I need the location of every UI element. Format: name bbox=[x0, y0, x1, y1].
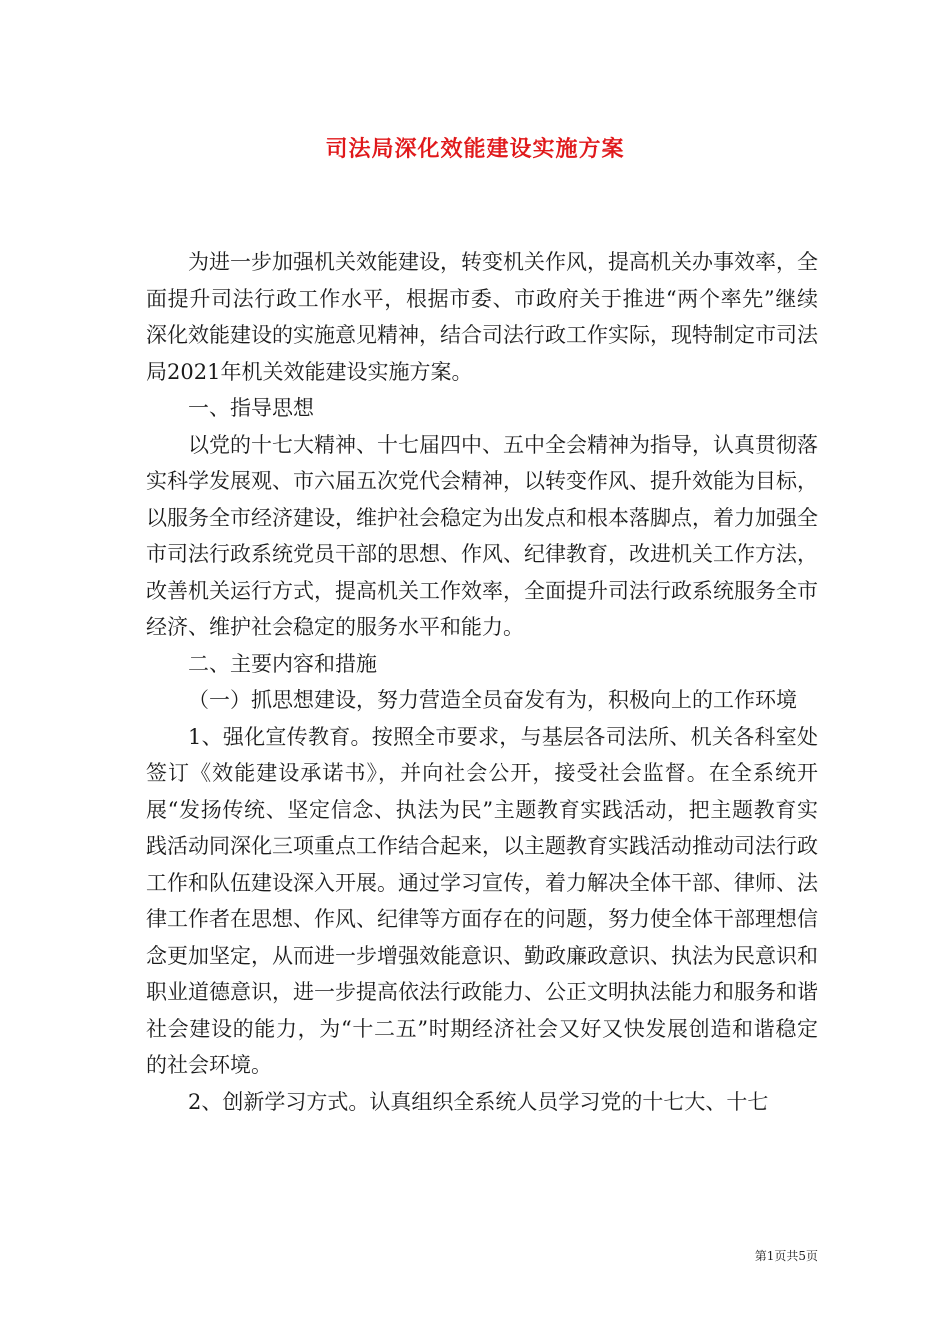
document-body bbox=[146, 244, 818, 1120]
section-heading-main-content: 二、主要内容和措施 bbox=[188, 651, 377, 676]
item-1-paragraph: 1、强化宣传教育。按照全市要求，与基层各司法所、机关各科室处签订《效能建设承诺书》，并向社会公开，接受社会监督。在全系统开展“发扬传统、坚定信念、执法为民”主题教育实践活动，把主题教育实践活动同深化三项重点工作结合起来，以主题教育实践活动推动司法行政工作和队伍建设深入开展。通过学习宣传，着力解决全体干部、律师、法律工作者在思想、作风、纪律等方面存在的问题，努力使全体干部理想信念更加坚定，从而进一步增强效能意识、勤政廉政意识、执法为民意识和职业道德意识，进一步提高依法行政能力、公正文明执法能力和服务和谐社会建设的能力，为“十二五”时期经济社会又好又快发展创造和谐稳定的社会环境。 bbox=[146, 724, 818, 1077]
subsection-heading-ideological-building: （一）抓思想建设，努力营造全员奋发有为，积极向上的工作环境 bbox=[188, 688, 797, 712]
item-2-paragraph: 2、创新学习方式。认真组织全系统人员学习党的十七大、十七 bbox=[188, 1089, 769, 1114]
document-title: 司法局深化效能建设实施方案 bbox=[325, 136, 625, 162]
guiding-ideology-paragraph: 以党的十七大精神、十七届四中、五中全会精神为指导，认真贯彻落实科学发展观、市六届五次党代会精神，以转变作风、提升效能为目标，以服务全市经济建设，维护社会稳定为出发点和根本落脚点，着力加强全市司法行政系统党员干部的思想、作风、纪律教育，改进机关工作方法，改善机关运行方式，提高机关工作效率，全面提升司法行政系统服务全市经济、维护社会稳定的服务水平和能力。 bbox=[146, 432, 818, 639]
section-heading-guiding-ideology: 一、指导思想 bbox=[188, 396, 314, 420]
page-number: 第1页共5页 bbox=[754, 1249, 818, 1263]
intro-paragraph: 为进一步加强机关效能建设，转变机关作风，提高机关办事效率，全面提升司法行政工作水平，根据市委、市政府关于推进“两个率先”继续深化效能建设的实施意见精神，结合司法行政工作实际，现特制定市司法局2021年机关效能建设实施方案。 bbox=[146, 250, 818, 384]
